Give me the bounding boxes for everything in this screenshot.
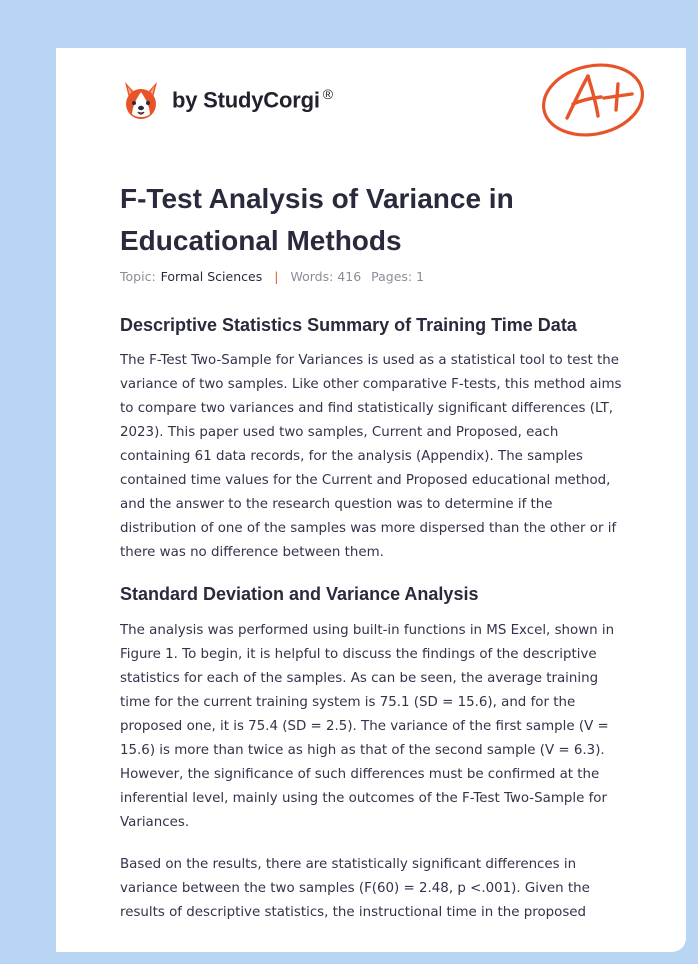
pages-label: Pages: [371,269,413,284]
topic-link[interactable]: Formal Sciences [160,269,263,284]
paragraph: The analysis was performed using built-in functions in MS Excel, shown in Figure 1. To begin, it is helpful to discuss the findings of the descriptive statistics for each of the samples. As can be seen, the average training time for the current training system is 75.1 (SD = 15.6), and for the proposed one, it is 75.4 (SD = 2.5). The variance of the first sample (V = 15.6) is more than twice as high as that of the second sample (V = 6.3). However, the significance of such differences must be confirmed at the inferential level, mainly using the outcomes of the F-Test Two-Sample for Variances. [120,623,615,830]
pages-count: 1 [416,269,425,284]
corgi-logo-icon [120,78,162,122]
meta-separator: | [274,269,279,284]
brand-name: by StudyCorgi ® [172,86,333,113]
topic-label: Topic: [120,269,156,284]
document-title: F-Test Analysis of Variance in Educational Methods [120,183,514,256]
words-label: Words: [290,269,334,284]
grade-text: A+ [536,58,538,59]
brand-logo[interactable] [120,76,333,124]
section-heading: Standard Deviation and Variance Analysis [120,584,479,604]
document-page [56,48,686,952]
paragraph: Based on the results, there are statistically significant differences in variance between the two samples (F(60) = 2.48, p <.001). Given the results of descriptive statistics, the instructional time in the proposed [120,857,590,920]
a-plus-grade-icon [536,58,652,140]
words-count: 416 [337,269,362,284]
paragraph: The F-Test Two-Sample for Variances is used as a statistical tool to test the variance of two samples. Like other comparative F-tests, this method aims to compare two variances and find statistically significant differences (LT, 2023). This paper used two samples, Current and Proposed, each containing 61 data records, for the analysis (Appendix). The samples contained time values for the Current and Proposed educational method, and the answer to the research question was to determine if the distribution of one of the samples was more dispersed than the other or if there was no difference between them. [120,353,622,560]
section-heading: Descriptive Statistics Summary of Training Time Data [120,315,577,335]
document-meta [120,269,424,284]
